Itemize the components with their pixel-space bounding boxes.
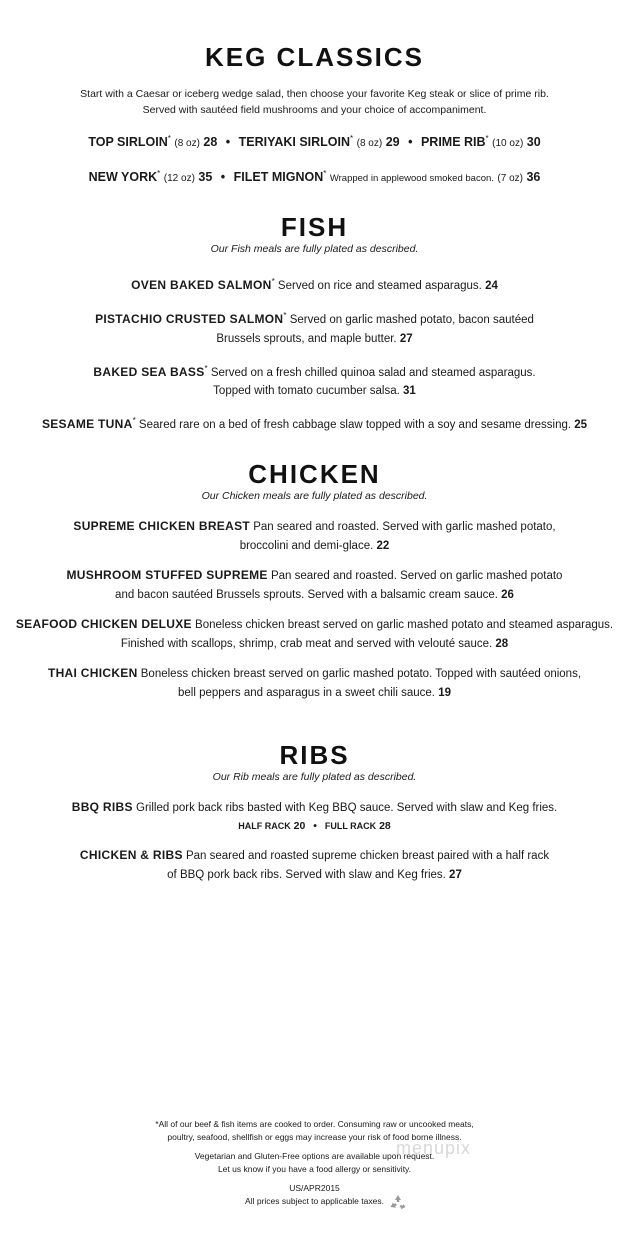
item-name: FILET MIGNON — [233, 170, 324, 185]
menu-item — [0, 411, 629, 435]
rack-prices — [0, 818, 629, 834]
item-description: Pan seared and roasted. Served on garlic mashed potato — [270, 570, 563, 582]
item-description: broccolini and demi-glace. — [239, 540, 374, 552]
menu-item — [0, 615, 629, 654]
item-size: (8 oz) — [356, 138, 383, 150]
ribs-subtitle: Our Rib meals are fully plated as described. — [212, 771, 417, 783]
fish-title: FISH — [280, 212, 349, 242]
item-description: Brussels sprouts, and maple butter. — [216, 332, 397, 345]
item-description: Grilled pork back ribs basted with Keg BBQ sauce. Served with slaw and Keg fries. — [136, 802, 558, 814]
item-price: 36 — [526, 170, 541, 185]
full-rack-label: FULL RACK — [324, 821, 377, 831]
menu-item — [0, 566, 629, 605]
half-rack-price: 20 — [293, 820, 306, 832]
star-mark: * — [157, 169, 161, 179]
ribs-title: RIBS — [279, 740, 350, 770]
footer-line: All prices subject to applicable taxes. — [245, 1196, 384, 1206]
keg-classics-intro-1: Start with a Caesar or iceberg wedge salad, then choose your favorite Keg steak or slice of prime rib. — [80, 88, 549, 100]
star-mark: * — [485, 134, 489, 143]
item-description: Served on garlic mashed potato, bacon sautéed — [289, 313, 534, 326]
bullet-separator: • — [313, 820, 317, 832]
item-name: TOP SIRLOIN — [88, 135, 168, 150]
footer-line: Let us know if you have a food allergy or sensitivity. — [217, 1164, 412, 1174]
recycle-icon — [388, 1193, 408, 1213]
item-price: 35 — [198, 170, 213, 185]
item-price: 26 — [501, 589, 514, 601]
item-description: Pan seared and roasted supreme chicken breast paired with a half rack — [185, 850, 550, 862]
item-name: PISTACHIO CRUSTED SALMON — [95, 311, 284, 326]
menu-item — [0, 306, 629, 349]
full-rack-price: 28 — [379, 820, 391, 832]
item-price: 24 — [485, 279, 498, 292]
bullet-separator: • — [408, 135, 413, 150]
menu-item — [0, 798, 629, 818]
item-name: SUPREME CHICKEN BREAST — [73, 519, 251, 533]
chicken-subtitle: Our Chicken meals are fully plated as described. — [201, 490, 428, 502]
menu-item — [0, 359, 629, 402]
item-description: of BBQ pork back ribs. Served with slaw and Keg fries. — [167, 869, 446, 881]
keg-classics-section — [0, 42, 629, 188]
item-name: SESAME TUNA — [41, 417, 133, 432]
item-description: Seared rare on a bed of fresh cabbage slaw topped with a soy and sesame dressing. — [138, 419, 572, 432]
item-price: 28 — [203, 135, 218, 150]
footer-line: Vegetarian and Gluten-Free options are available upon request. — [194, 1151, 435, 1161]
item-price: 19 — [438, 687, 451, 699]
star-mark: * — [204, 363, 208, 373]
footer-line: poultry, seafood, shellfish or eggs may increase your risk of food borne illness. — [167, 1132, 462, 1142]
star-mark: * — [132, 416, 136, 426]
menu-item — [0, 664, 629, 703]
footer-code: US/APR2015 — [289, 1183, 340, 1193]
chicken-section — [0, 459, 629, 703]
item-description: Pan seared and roasted. Served with garlic mashed potato, — [253, 521, 556, 533]
item-description: Boneless chicken breast served on garlic mashed potato. Topped with sautéed onions, — [140, 668, 582, 680]
watermark-text: menupix — [396, 1138, 472, 1158]
menu-item — [0, 846, 629, 885]
item-price: 25 — [574, 419, 588, 432]
item-size: (10 oz) — [492, 138, 524, 150]
keg-classics-intro-2: Served with sautéed field mushrooms and your choice of accompaniment. — [142, 104, 487, 116]
item-name: CHICKEN & RIBS — [79, 848, 183, 862]
item-price: 31 — [403, 385, 416, 398]
item-description: Served on rice and steamed asparagus. — [277, 279, 482, 292]
item-name: TERIYAKI SIRLOIN — [238, 135, 351, 150]
item-name: MUSHROOM STUFFED SUPREME — [66, 568, 268, 582]
item-name: BAKED SEA BASS — [93, 364, 205, 379]
item-name: OVEN BAKED SALMON — [131, 277, 272, 292]
star-mark: * — [271, 277, 275, 286]
item-description: and bacon sautéed Brussels sprouts. Served with a balsamic cream sauce. — [115, 589, 498, 601]
star-mark: * — [167, 134, 171, 143]
item-price: 27 — [399, 332, 413, 345]
item-note: Wrapped in applewood smoked bacon. — [329, 173, 494, 185]
footer-notes — [0, 1118, 629, 1208]
item-name: SEAFOOD CHICKEN DELUXE — [15, 617, 192, 631]
item-size: (8 oz) — [174, 138, 200, 150]
item-name: THAI CHICKEN — [47, 666, 138, 680]
fish-section — [0, 212, 629, 435]
item-price: 29 — [385, 135, 400, 150]
star-mark: * — [323, 169, 327, 179]
star-mark: * — [350, 134, 354, 143]
item-price: 27 — [449, 869, 462, 881]
item-size: (12 oz) — [163, 173, 195, 185]
ribs-section — [0, 740, 629, 885]
footer-line: *All of our beef & fish items are cooked to order. Consuming raw or uncooked meats, — [155, 1119, 474, 1129]
chicken-title: CHICKEN — [248, 459, 381, 489]
menu-item — [0, 517, 629, 556]
item-size: (7 oz) — [497, 173, 523, 185]
fish-subtitle: Our Fish meals are fully plated as described. — [210, 243, 419, 255]
item-description: Finished with scallops, shrimp, crab meat and served with velouté sauce. — [120, 638, 493, 650]
item-name: NEW YORK — [88, 170, 158, 185]
item-description: Served on a fresh chilled quinoa salad and steamed asparagus. — [210, 366, 536, 379]
star-mark: * — [283, 310, 287, 320]
keg-classics-title: KEG CLASSICS — [204, 42, 425, 72]
menu-item — [0, 272, 629, 296]
item-price: 28 — [495, 638, 509, 650]
item-name: PRIME RIB — [420, 135, 486, 150]
item-description: bell peppers and asparagus in a sweet chili sauce. — [178, 687, 435, 699]
classics-row-2 — [0, 165, 629, 188]
item-description: Boneless chicken breast served on garlic mashed potato and steamed asparagus. — [195, 619, 614, 631]
item-name: BBQ RIBS — [71, 800, 133, 814]
item-description: Topped with tomato cucumber salsa. — [213, 385, 400, 398]
bullet-separator: • — [225, 135, 231, 150]
classics-row-1 — [0, 130, 629, 153]
item-price: 30 — [526, 135, 541, 150]
half-rack-label: HALF RACK — [238, 821, 291, 831]
item-price: 22 — [376, 540, 390, 552]
bullet-separator: • — [220, 170, 226, 185]
